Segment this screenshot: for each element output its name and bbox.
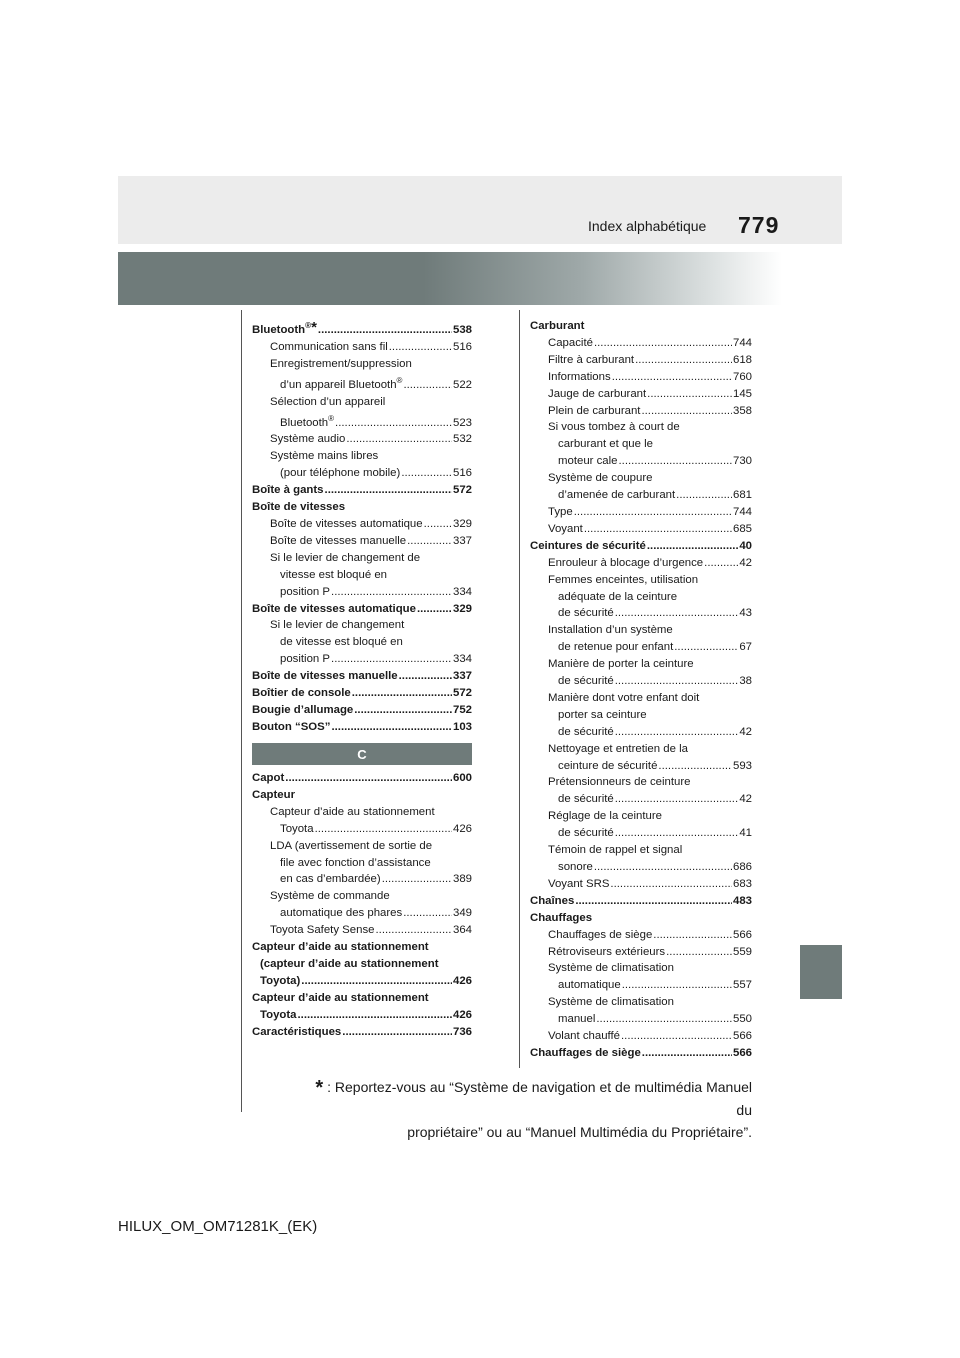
index-subentry-line: Système de commande: [270, 890, 390, 903]
index-column-left-c: [252, 770, 472, 1041]
column-divider: [519, 310, 520, 1068]
section-title: Index alphabétique: [588, 218, 707, 234]
index-subentry: sonore ..... 686: [530, 859, 752, 876]
index-subentry: de sécurité ..... 41: [530, 825, 752, 842]
index-subentry: Plein de carburant ..... 358: [530, 403, 752, 420]
index-subentry-line: Réglage de la ceinture: [548, 810, 662, 823]
index-entry: Toyota ..... 426: [252, 1007, 472, 1024]
index-subentry-line: carburant et que le: [558, 438, 653, 451]
index-subentry: Enrouleur à blocage d’urgence ..... 42: [530, 555, 752, 572]
index-subentry-line: Témoin de rappel et signal: [548, 844, 683, 857]
index-subentry-line: Si le levier de changement: [270, 619, 405, 632]
index-subentry: d’amenée de carburant ..... 681: [530, 487, 752, 504]
index-subentry: Toyota Safety Sense ..... 364: [252, 922, 472, 939]
index-subentry: Voyant SRS ..... 683: [530, 876, 752, 893]
index-subentry: Voyant ..... 685: [530, 521, 752, 538]
letter-divider-c: C: [252, 743, 472, 765]
index-entry-heading: Chauffages: [530, 911, 593, 924]
index-subentry: de sécurité ..... 42: [530, 724, 752, 741]
index-subentry: Filtre à carburant ..... 618: [530, 352, 752, 369]
index-subentry: Toyota ..... 426: [252, 821, 472, 838]
index-subentry: Boîte de vitesses automatique ..... 329: [252, 516, 472, 533]
footnote-star: *: [315, 1077, 324, 1099]
index-entry: Bougie d’allumage ..... 752: [252, 702, 472, 719]
index-entry-heading: Capteur d’aide au stationnement: [252, 941, 429, 954]
index-subentry-line: Système de coupure: [548, 472, 653, 485]
index-subentry: Rétroviseurs extérieurs ..... 559: [530, 944, 752, 961]
index-subentry: position P ..... 334: [252, 651, 472, 668]
document-code: HILUX_OM_OM71281K_(EK): [118, 1218, 318, 1235]
index-subentry-line: Manière de porter la ceinture: [548, 658, 694, 671]
index-entry: Boîtier de console ..... 572: [252, 685, 472, 702]
index-subentry: Système audio ..... 532: [252, 431, 472, 448]
index-subentry-line: Prétensionneurs de ceinture: [548, 776, 691, 789]
header-band: [118, 176, 842, 244]
index-entry: Chaînes ..... 483: [530, 893, 752, 910]
index-subentry: de retenue pour enfant ..... 67: [530, 639, 752, 656]
index-entry-heading: Capteur: [252, 788, 296, 801]
index-subentry-line: LDA (avertissement de sortie de: [270, 839, 433, 852]
index-subentry: d’un appareil Bluetooth® ..... 522: [252, 373, 472, 394]
index-column-left: [252, 318, 472, 736]
index-subentry: position P ..... 334: [252, 584, 472, 601]
index-entry: Toyota) ..... 426: [252, 973, 472, 990]
index-entry-heading: (capteur d’aide au stationnement: [260, 957, 439, 970]
index-subentry-line: Système mains libres: [270, 450, 379, 463]
chapter-band: [118, 252, 782, 305]
index-subentry: Chauffages de siège ..... 566: [530, 927, 752, 944]
footnote: [300, 1076, 752, 1143]
index-subentry-line: Système de climatisation: [548, 962, 674, 975]
index-subentry: Informations ..... 760: [530, 369, 752, 386]
footnote-line-1: : Reportez-vous au “Système de navigation et de multimédia Manuel du: [327, 1079, 752, 1118]
index-entry: Boîte à gants ..... 572: [252, 482, 472, 499]
index-subentry-line: Installation d’un système: [548, 624, 673, 637]
index-subentry-line: Sélection d’un appareil: [270, 395, 386, 408]
index-entry: Chauffages de siège ..... 566: [530, 1045, 752, 1062]
index-subentry: Bluetooth® ..... 523: [252, 411, 472, 432]
chapter-side-tab: [800, 945, 842, 999]
index-subentry-line: vitesse est bloqué en: [280, 568, 388, 581]
index-subentry-line: Manière dont votre enfant doit: [548, 691, 700, 704]
index-subentry: (pour téléphone mobile) ..... 516: [252, 465, 472, 482]
index-subentry: Communication sans fil ..... 516: [252, 339, 472, 356]
index-subentry-line: adéquate de la ceinture: [558, 590, 678, 603]
index-entry-heading: Boîte de vitesses: [252, 501, 346, 514]
index-subentry: de sécurité ..... 43: [530, 605, 752, 622]
index-subentry-line: porter sa ceinture: [558, 708, 647, 721]
index-subentry-line: Nettoyage et entretien de la: [548, 742, 688, 755]
index-subentry-line: Femmes enceintes, utilisation: [548, 573, 699, 586]
index-subentry-line: Si vous tombez à court de: [548, 421, 680, 434]
index-entry: Boîte de vitesses manuelle ..... 337: [252, 668, 472, 685]
index-subentry-line: Capteur d’aide au stationnement: [270, 805, 435, 818]
index-subentry-line: Si le levier de changement de: [270, 551, 421, 564]
index-subentry-line: de vitesse est bloqué en: [280, 636, 403, 649]
index-entry-heading: Carburant: [530, 320, 585, 332]
index-subentry: ceinture de sécurité ..... 593: [530, 758, 752, 775]
index-column-right: [530, 318, 752, 1062]
index-entry: Capot ..... 600: [252, 770, 472, 787]
index-entry: Ceintures de sécurité ..... 40: [530, 538, 752, 555]
index-subentry: automatique ..... 557: [530, 977, 752, 994]
index-entry: Boîte de vitesses automatique ..... 329: [252, 601, 472, 618]
index-entry: Caractéristiques ..... 736: [252, 1024, 472, 1041]
index-subentry: Jauge de carburant ..... 145: [530, 386, 752, 403]
left-margin-rule: [241, 310, 242, 1112]
index-subentry: de sécurité ..... 42: [530, 791, 752, 808]
index-entry: Bluetooth®* ..... 538: [252, 318, 472, 339]
index-subentry-line: Enregistrement/suppression: [270, 357, 412, 370]
index-subentry: moteur cale ..... 730: [530, 453, 752, 470]
footnote-line-2: propriétaire” ou au “Manuel Multimédia du Propriétaire”.: [407, 1124, 752, 1140]
index-subentry: de sécurité ..... 38: [530, 673, 752, 690]
index-subentry: Volant chauffé ..... 566: [530, 1028, 752, 1045]
index-subentry: Type ..... 744: [530, 504, 752, 521]
index-subentry: manuel ..... 550: [530, 1011, 752, 1028]
index-subentry-line: Système de climatisation: [548, 996, 674, 1009]
index-subentry-line: file avec fonction d’assistance: [280, 856, 431, 869]
index-entry: Bouton “SOS” ..... 103: [252, 719, 472, 736]
page-number: 779: [738, 212, 780, 238]
index-entry-heading: Capteur d’aide au stationnement: [252, 991, 429, 1004]
index-subentry: en cas d’embardée) ..... 389: [252, 871, 472, 888]
index-subentry: automatique des phares ..... 349: [252, 905, 472, 922]
index-subentry: Capacité ..... 744: [530, 335, 752, 352]
index-subentry: Boîte de vitesses manuelle ..... 337: [252, 533, 472, 550]
